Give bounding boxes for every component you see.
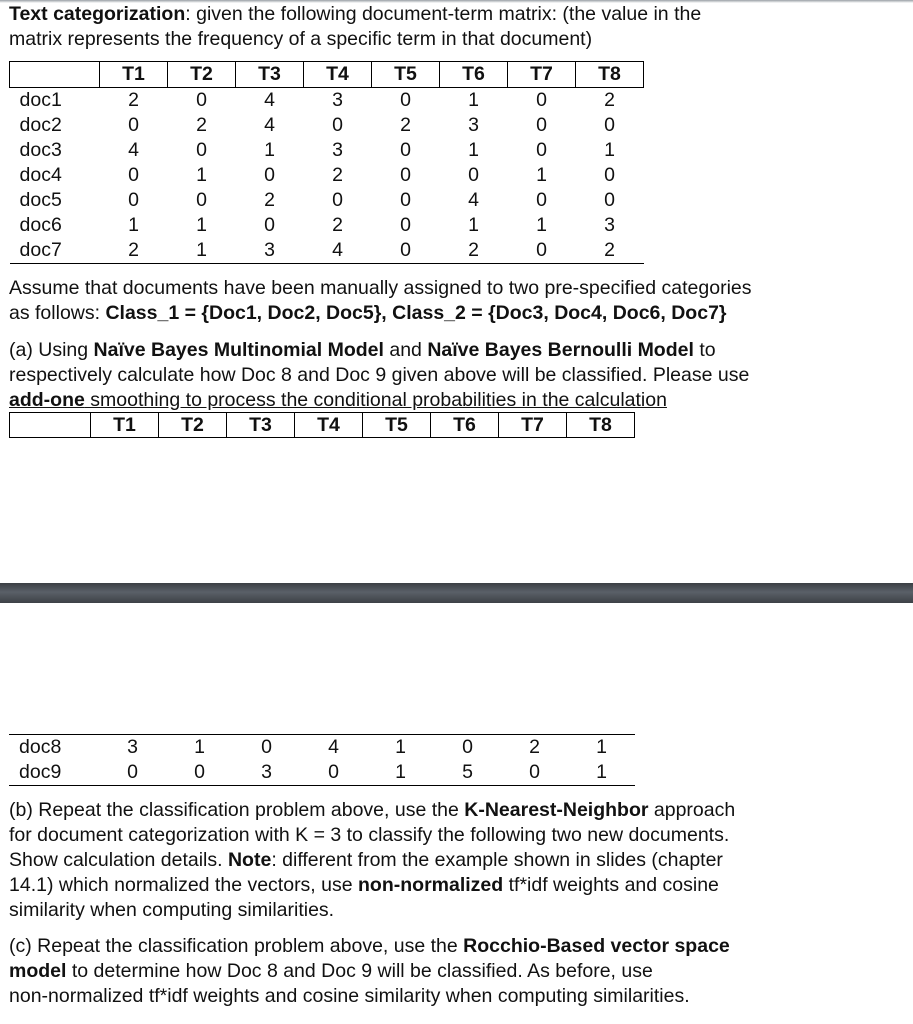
term-frequency-cell: 2 (100, 238, 168, 264)
doc-label: doc6 (19, 214, 62, 236)
part-a-paragraph (9, 338, 904, 413)
term-frequency-cell: 4 (264, 114, 275, 136)
term-frequency-cell: 0 (264, 164, 275, 186)
term-frequency-cell: 0 (604, 164, 615, 186)
part-b-text: 14.1) which normalized the vectors, use (9, 874, 359, 896)
term-frequency-cell: 1 (367, 760, 434, 786)
test-table-body (9, 735, 635, 786)
term-header: T4 (304, 62, 372, 88)
term-frequency-cell: 1 (536, 164, 547, 186)
part-b-text: tf*idf weights and cosine (503, 874, 719, 896)
term-header: T1 (91, 413, 159, 438)
intro-paragraph (9, 2, 904, 52)
intro-line-2: matrix represents the frequency of a specific term in that document) (9, 28, 593, 50)
document-term-matrix (9, 61, 644, 264)
table-row (10, 163, 644, 188)
term-header: T6 (440, 62, 508, 88)
part-c-line-3: non-normalized tf*idf weights and cosine similarity when computing similarities. (9, 985, 690, 1007)
term-header: T5 (372, 62, 440, 88)
term-frequency-cell: 1 (468, 214, 479, 236)
term-frequency-cell: 1 (604, 139, 615, 161)
term-frequency-cell: 2 (332, 164, 343, 186)
part-a-text: and (383, 339, 428, 361)
term-header: T3 (236, 62, 304, 88)
term-frequency-cell: 0 (99, 760, 166, 786)
table-row (10, 238, 644, 264)
term-frequency-cell: 0 (196, 189, 207, 211)
term-frequency-cell: 0 (400, 214, 411, 236)
test-header-row (10, 413, 635, 438)
term-frequency-cell: 0 (536, 139, 547, 161)
term-frequency-cell: 0 (332, 114, 343, 136)
part-c-paragraph (9, 934, 904, 1009)
term-frequency-cell: 2 (400, 114, 411, 136)
term-frequency-cell: 1 (264, 139, 275, 161)
term-frequency-cell: 3 (468, 114, 479, 136)
page-divider-bar (0, 583, 913, 603)
term-frequency-cell: 0 (604, 189, 615, 211)
term-frequency-cell: 0 (400, 164, 411, 186)
term-frequency-cell: 4 (304, 238, 372, 264)
term-frequency-cell: 0 (468, 164, 479, 186)
term-frequency-cell: 0 (604, 114, 615, 136)
doc-label: doc1 (19, 89, 62, 111)
part-a-text: to (693, 339, 716, 361)
part-c-text: (c) Repeat the classification problem above, use the (9, 935, 464, 957)
term-frequency-cell: 0 (462, 736, 473, 758)
term-frequency-cell: 0 (400, 139, 411, 161)
table-row (10, 138, 644, 163)
term-frequency-cell: 1 (468, 139, 479, 161)
part-b-paragraph (9, 798, 904, 923)
term-frequency-cell: 4 (468, 189, 479, 211)
term-header: T3 (227, 413, 295, 438)
part-b-line-2: for document categorization with K = 3 to classify the following two new documents. (9, 824, 730, 846)
matrix-corner-cell (10, 413, 91, 438)
class-definitions: Class_1 = {Doc1, Doc2, Doc5}, Class_2 = {Doc3, Doc4, Doc6, Doc7} (105, 302, 727, 324)
doc-label: doc8 (19, 736, 62, 758)
term-frequency-cell: 0 (128, 189, 139, 211)
term-header: T6 (431, 413, 499, 438)
intro-heading: Text categorization (9, 3, 186, 25)
term-frequency-cell: 1 (194, 736, 205, 758)
term-frequency-cell: 1 (596, 736, 607, 758)
term-frequency-cell: 3 (236, 238, 304, 264)
term-frequency-cell: 3 (604, 214, 615, 236)
table-row (9, 760, 635, 786)
term-frequency-cell: 2 (529, 736, 540, 758)
term-header: T2 (168, 62, 236, 88)
matrix-corner-cell (10, 62, 100, 88)
term-frequency-cell: 2 (332, 214, 343, 236)
term-frequency-cell: 1 (196, 214, 207, 236)
add-one-term: add-one (9, 389, 85, 411)
test-term-header-table (9, 412, 635, 438)
part-a-line-2: respectively calculate how Doc 8 and Doc 9 given above will be classified. Please use (9, 364, 750, 386)
term-frequency-cell: 1 (468, 89, 479, 111)
matrix-body (10, 88, 644, 264)
non-normalized-term: non-normalized (358, 874, 504, 896)
table-row (9, 735, 635, 761)
part-b-text: approach (648, 799, 736, 821)
term-frequency-cell: 0 (264, 214, 275, 236)
term-frequency-cell: 0 (196, 139, 207, 161)
multinomial-model-term: Naïve Bayes Multinomial Model (93, 339, 384, 361)
term-frequency-cell: 2 (196, 114, 207, 136)
term-frequency-cell: 1 (536, 214, 547, 236)
table-row (10, 213, 644, 238)
term-frequency-cell: 4 (328, 736, 339, 758)
term-frequency-cell: 0 (536, 89, 547, 111)
term-frequency-cell: 2 (604, 89, 615, 111)
term-frequency-cell: 0 (372, 238, 440, 264)
term-frequency-cell: 0 (166, 760, 233, 786)
test-document-table (9, 734, 635, 786)
part-c-text: to determine how Doc 8 and Doc 9 will be classified. As before, use (66, 960, 653, 982)
table-row (10, 88, 644, 114)
part-a-text: (a) Using (9, 339, 94, 361)
term-frequency-cell: 0 (128, 164, 139, 186)
term-frequency-cell: 0 (332, 189, 343, 211)
assumption-line-1: Assume that documents have been manually assigned to two pre-specified categories (9, 277, 752, 299)
part-b-text: (b) Repeat the classification problem above, use the (9, 799, 465, 821)
part-b-text: Show calculation details. (9, 849, 228, 871)
rocchio-term: Rocchio-Based vector space (463, 935, 730, 957)
term-frequency-cell: 3 (332, 89, 343, 111)
term-frequency-cell: 1 (568, 760, 635, 786)
term-frequency-cell: 2 (128, 89, 139, 111)
term-frequency-cell: 3 (127, 736, 138, 758)
term-frequency-cell: 1 (196, 164, 207, 186)
term-header: T8 (567, 413, 635, 438)
term-frequency-cell: 0 (508, 238, 576, 264)
intro-text: : given the following document-term matrix: (the value in the (185, 3, 702, 25)
term-header: T5 (363, 413, 431, 438)
assumption-prefix: as follows: (9, 302, 106, 324)
doc-label: doc2 (19, 114, 62, 136)
doc-label: doc5 (19, 189, 62, 211)
doc-label: doc7 (10, 238, 100, 264)
term-frequency-cell: 0 (501, 760, 568, 786)
term-frequency-cell: 5 (434, 760, 501, 786)
term-frequency-cell: 0 (196, 89, 207, 111)
part-a-text: smoothing to process the conditional probabilities in the calculation (84, 389, 667, 411)
term-frequency-cell: 4 (128, 139, 139, 161)
note-label: Note (227, 849, 272, 871)
term-frequency-cell: 0 (400, 89, 411, 111)
term-frequency-cell: 4 (264, 89, 275, 111)
term-frequency-cell: 2 (576, 238, 644, 264)
term-frequency-cell: 0 (536, 114, 547, 136)
doc-label: doc3 (19, 139, 62, 161)
term-frequency-cell: 3 (233, 760, 300, 786)
term-header: T1 (100, 62, 168, 88)
term-frequency-cell: 0 (261, 736, 272, 758)
bernoulli-model-term: Naïve Bayes Bernoulli Model (427, 339, 694, 361)
term-frequency-cell: 1 (395, 736, 406, 758)
term-frequency-cell: 0 (536, 189, 547, 211)
term-frequency-cell: 2 (440, 238, 508, 264)
rocchio-term-cont: model (9, 960, 67, 982)
table-row (10, 188, 644, 213)
matrix-header-row (10, 62, 644, 88)
term-header: T7 (508, 62, 576, 88)
term-frequency-cell: 1 (168, 238, 236, 264)
term-header: T7 (499, 413, 567, 438)
term-frequency-cell: 2 (264, 189, 275, 211)
knn-term: K-Nearest-Neighbor (464, 799, 649, 821)
table-row (10, 113, 644, 138)
term-frequency-cell: 0 (128, 114, 139, 136)
term-header: T8 (576, 62, 644, 88)
doc-label: doc4 (19, 164, 62, 186)
term-frequency-cell: 1 (128, 214, 139, 236)
part-b-text: : different from the example shown in slides (chapter (271, 849, 723, 871)
term-frequency-cell: 0 (400, 189, 411, 211)
doc-label: doc9 (9, 760, 99, 786)
part-b-line-5: similarity when computing similarities. (9, 899, 335, 921)
assumption-paragraph (9, 276, 904, 326)
term-header: T2 (159, 413, 227, 438)
term-header: T4 (295, 413, 363, 438)
term-frequency-cell: 3 (332, 139, 343, 161)
term-frequency-cell: 0 (300, 760, 367, 786)
